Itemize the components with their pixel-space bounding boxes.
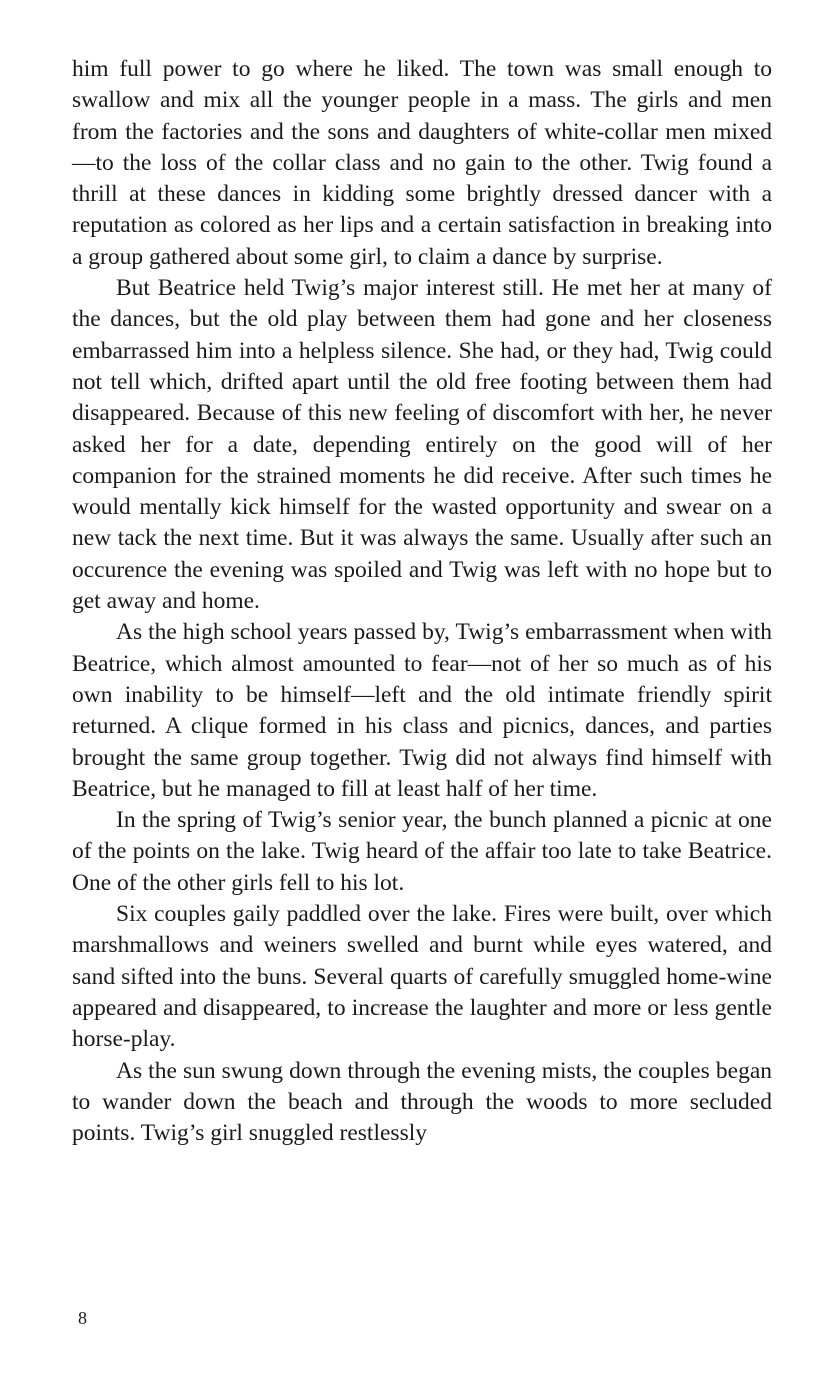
paragraph-2: But Beatrice held Twig’s major interest still. He met her at many of the dances, but the old play between them had gone and her closeness embarrassed him into a helpless silence. She had, or they had, Twig could not tell which, drifted apart until the old free footing between them had disappeared. Because of this new feeling of discomfort with her, he never asked her for a date, depending entirely on the good will of her companion for the strained moments he did receive. After such times he would mentally kick himself for the wasted opportunity and swear on a new tack the next time. But it was always the same. Usually after such an occurence the evening was spoiled and Twig was left with no hope but to get away and home. <box>72 275 772 615</box>
page-number: 8 <box>78 1308 87 1328</box>
paragraph-5: Six couples gaily paddled over the lake. Fires were built, over which marshmallows and weiners swelled and burnt while eyes watered, and sand sifted into the buns. Several quarts of carefully smuggled home-wine appeared and disappeared, to increase the laughter and more or less gentle horse-play. <box>72 901 772 1053</box>
paragraph-4: In the spring of Twig’s senior year, the bunch planned a picnic at one of the points on the lake. Twig heard of the affair too late to take Beatrice. One of the other girls fell to his lot. <box>72 807 772 896</box>
body-text <box>72 54 772 1149</box>
paragraph-3: As the high school years passed by, Twig’s embarrassment when with Beatrice, which almost amounted to fear—not of her so much as of his own inability to be himself—left and the old intimate friendly spirit returned. A clique formed in his class and picnics, dances, and parties brought the same group together. Twig did not always find himself with Beatrice, but he managed to fill at least half of her time. <box>72 619 772 802</box>
paragraph-6: As the sun swung down through the evening mists, the couples began to wander down the beach and through the woods to more secluded points. Twig’s girl snuggled restlessly <box>72 1057 772 1147</box>
paragraph-1: him full power to go where he liked. The town was small enough to swallow and mix all the younger people in a mass. The girls and men from the factories and the sons and daughters of white-collar men mixed—to the loss of the collar class and no gain to the other. Twig found a thrill at these dances in kidding some brightly dressed dancer with a reputation as colored as her lips and a certain satisfaction in breaking into a group gathered about some girl, to claim a dance by surprise. <box>72 56 772 270</box>
